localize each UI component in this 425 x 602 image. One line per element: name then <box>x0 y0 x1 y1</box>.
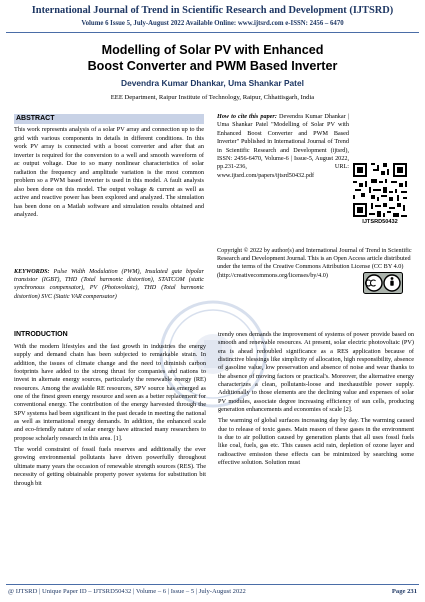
journal-issue-line: Volume 6 Issue 5, July-August 2022 Available Online: www.ijtsrd.com e-ISSN: 2456 – 6470 <box>81 20 344 27</box>
citation-url[interactable]: www.ijtsrd.com/papers/ijtsrd50432.pdf <box>217 171 315 179</box>
footer-rule <box>6 584 419 585</box>
citation-label: How to cite this paper: <box>217 113 277 120</box>
introduction-heading: INTRODUCTION <box>14 331 68 338</box>
page-footer <box>8 588 417 595</box>
paper-title-line1: Modelling of Solar PV with Enhanced <box>101 43 324 57</box>
qr-code-label: IJTSRD50432 <box>362 219 398 225</box>
paper-title-line2: Boost Converter and PWM Based Inverter <box>87 58 338 73</box>
introduction-right-column <box>218 331 414 471</box>
abstract-body: This work represents analysis of a solar PV array and connection up to the grid with various components in details in different conditions. In this work PV array is connected with a boost converter and after that an inverter is required for the conversion to a well and smooth waveform of ac output voltage. Due to so many nonlinear characteristics of solar radiation the frequency and amplitude variation is the most common problem so a PWM based inverter is used in this model. A fault analysis also been done on this model. The output voltage & current as well as active and reactive power has been explored and analyzed. The simulation has been done on a Matlab software and simulation results obtained and analyzed. <box>14 126 204 219</box>
creative-commons-badge-icon <box>363 272 403 294</box>
introduction-paragraph: The warming of global surfaces increasing day by day. The warming caused due to release of toxic gases. Main reason of these gases in the environment is due to air pollution caused by generation plants that all uses fossil fuels like coal, fuels, gas etc. This causes acid rain, depletion of ozone layer and radioactive emission these effects can be minimized by searching some effective solution. Solution must <box>218 417 414 467</box>
journal-title: International Journal of Trend in Scientific Research and Development (IJTSRD) <box>31 5 394 16</box>
footer-info: @ IJTSRD | Unique Paper ID – IJTSRD50432 | Volume – 6 | Issue – 5 | July-August 2022 <box>8 588 246 595</box>
copyright-text: Copyright © 2022 by author(s) and International Journal of Trend in Scientific Research and Development Journal. This is an Open Access article distributed under the terms of the Creative Commons Attribution License (CC BY 4.0) <box>217 247 412 271</box>
introduction-paragraph: trendy ones demands the improvement of systems of power provide based on smooth and renewable resources. At present, solar electric photovoltaic (PV) era is ahead redoubled significance as a RES application because of distinctive blessings like simplicity of allocation, high responsibility, absence of gasoline value, low preservation and absence of noise and wear thanks to the absence of moving factors or practical's. Moreover, the alternative energy characterizes a clean, pollutants-loose and inexhaustible power supply. Additionally to those elements are the declining value and expenses of solar PV modules, associate degree increasing efficiency of sun cells, producing generation enhancements and economies of scale [2]. <box>218 331 414 414</box>
introduction-left-column <box>14 343 206 491</box>
citation-block <box>217 113 349 180</box>
keywords-text: Pulse Width Modulation (PWM), Insulated gate bipolar transistor (IGBT), THD (Total harmonic distortion), STATCOM (static synchronous compensator), PV (Photovoltaic), THD (Total harmonic distortion) SVC (Static VAR compensator) <box>14 269 204 300</box>
page-number: Page 231 <box>391 588 417 595</box>
paper-authors: Devendra Kumar Dhankar, Uma Shankar Patel <box>121 78 304 88</box>
keywords-label: KEYWORDS: <box>14 269 50 275</box>
license-url[interactable]: (http://creativecommons.org/licenses/by/4.0) <box>217 271 328 279</box>
introduction-paragraph: The world constraint of fossil fuels reserves and additionally the ever growing environmental pollutants have driven powerfully throughout ultimate many years the occasion of renewable strength sources (RES). The necessity of getting obtainable property power systems for substitution bit through bit <box>14 446 206 487</box>
abstract-heading: ABSTRACT <box>14 114 204 124</box>
paper-affiliation: EEE Department, Raipur Institute of Technology, Raipur, Chhattisgarh, India <box>110 94 315 101</box>
paper-title <box>0 43 425 74</box>
introduction-paragraph: With the modern lifestyles and the fast growth in industries the energy supply and demand chain has been subjected to remarkable strain. In addition, the issues of climate change and the need to diminish carbon footprints have added to the strong thrust for companies and nations to invest in alternate energy sources, particularly the renewable energy (RE) resources. Among the available RE resources, SPV source has emerged as one of the finest green energy resource and seen as a better replacement for conventional energy. The contribution of the energy harvested through the SPV systems had been significant in the past decade in meeting the national as well as international energy demands. In addition, the enhanced scale and eco-friendly nature of solar energy have attracted many researchers to propose scholarly research in this area. [1]. <box>14 343 206 442</box>
header-rule <box>6 32 419 33</box>
citation-text: Devendra Kumar Dhankar | Uma Shankar Patel "Modelling of Solar PV with Enhanced Boost Converter and PWM Based Inverter" Published in International Journal of Trend in Scientific Research and Development (ijtsrd), ISSN: 2456-6470, Volume-6 | Issue-5, August 2022, pp.231-236, URL: <box>217 113 350 171</box>
qr-code-icon <box>351 161 409 219</box>
